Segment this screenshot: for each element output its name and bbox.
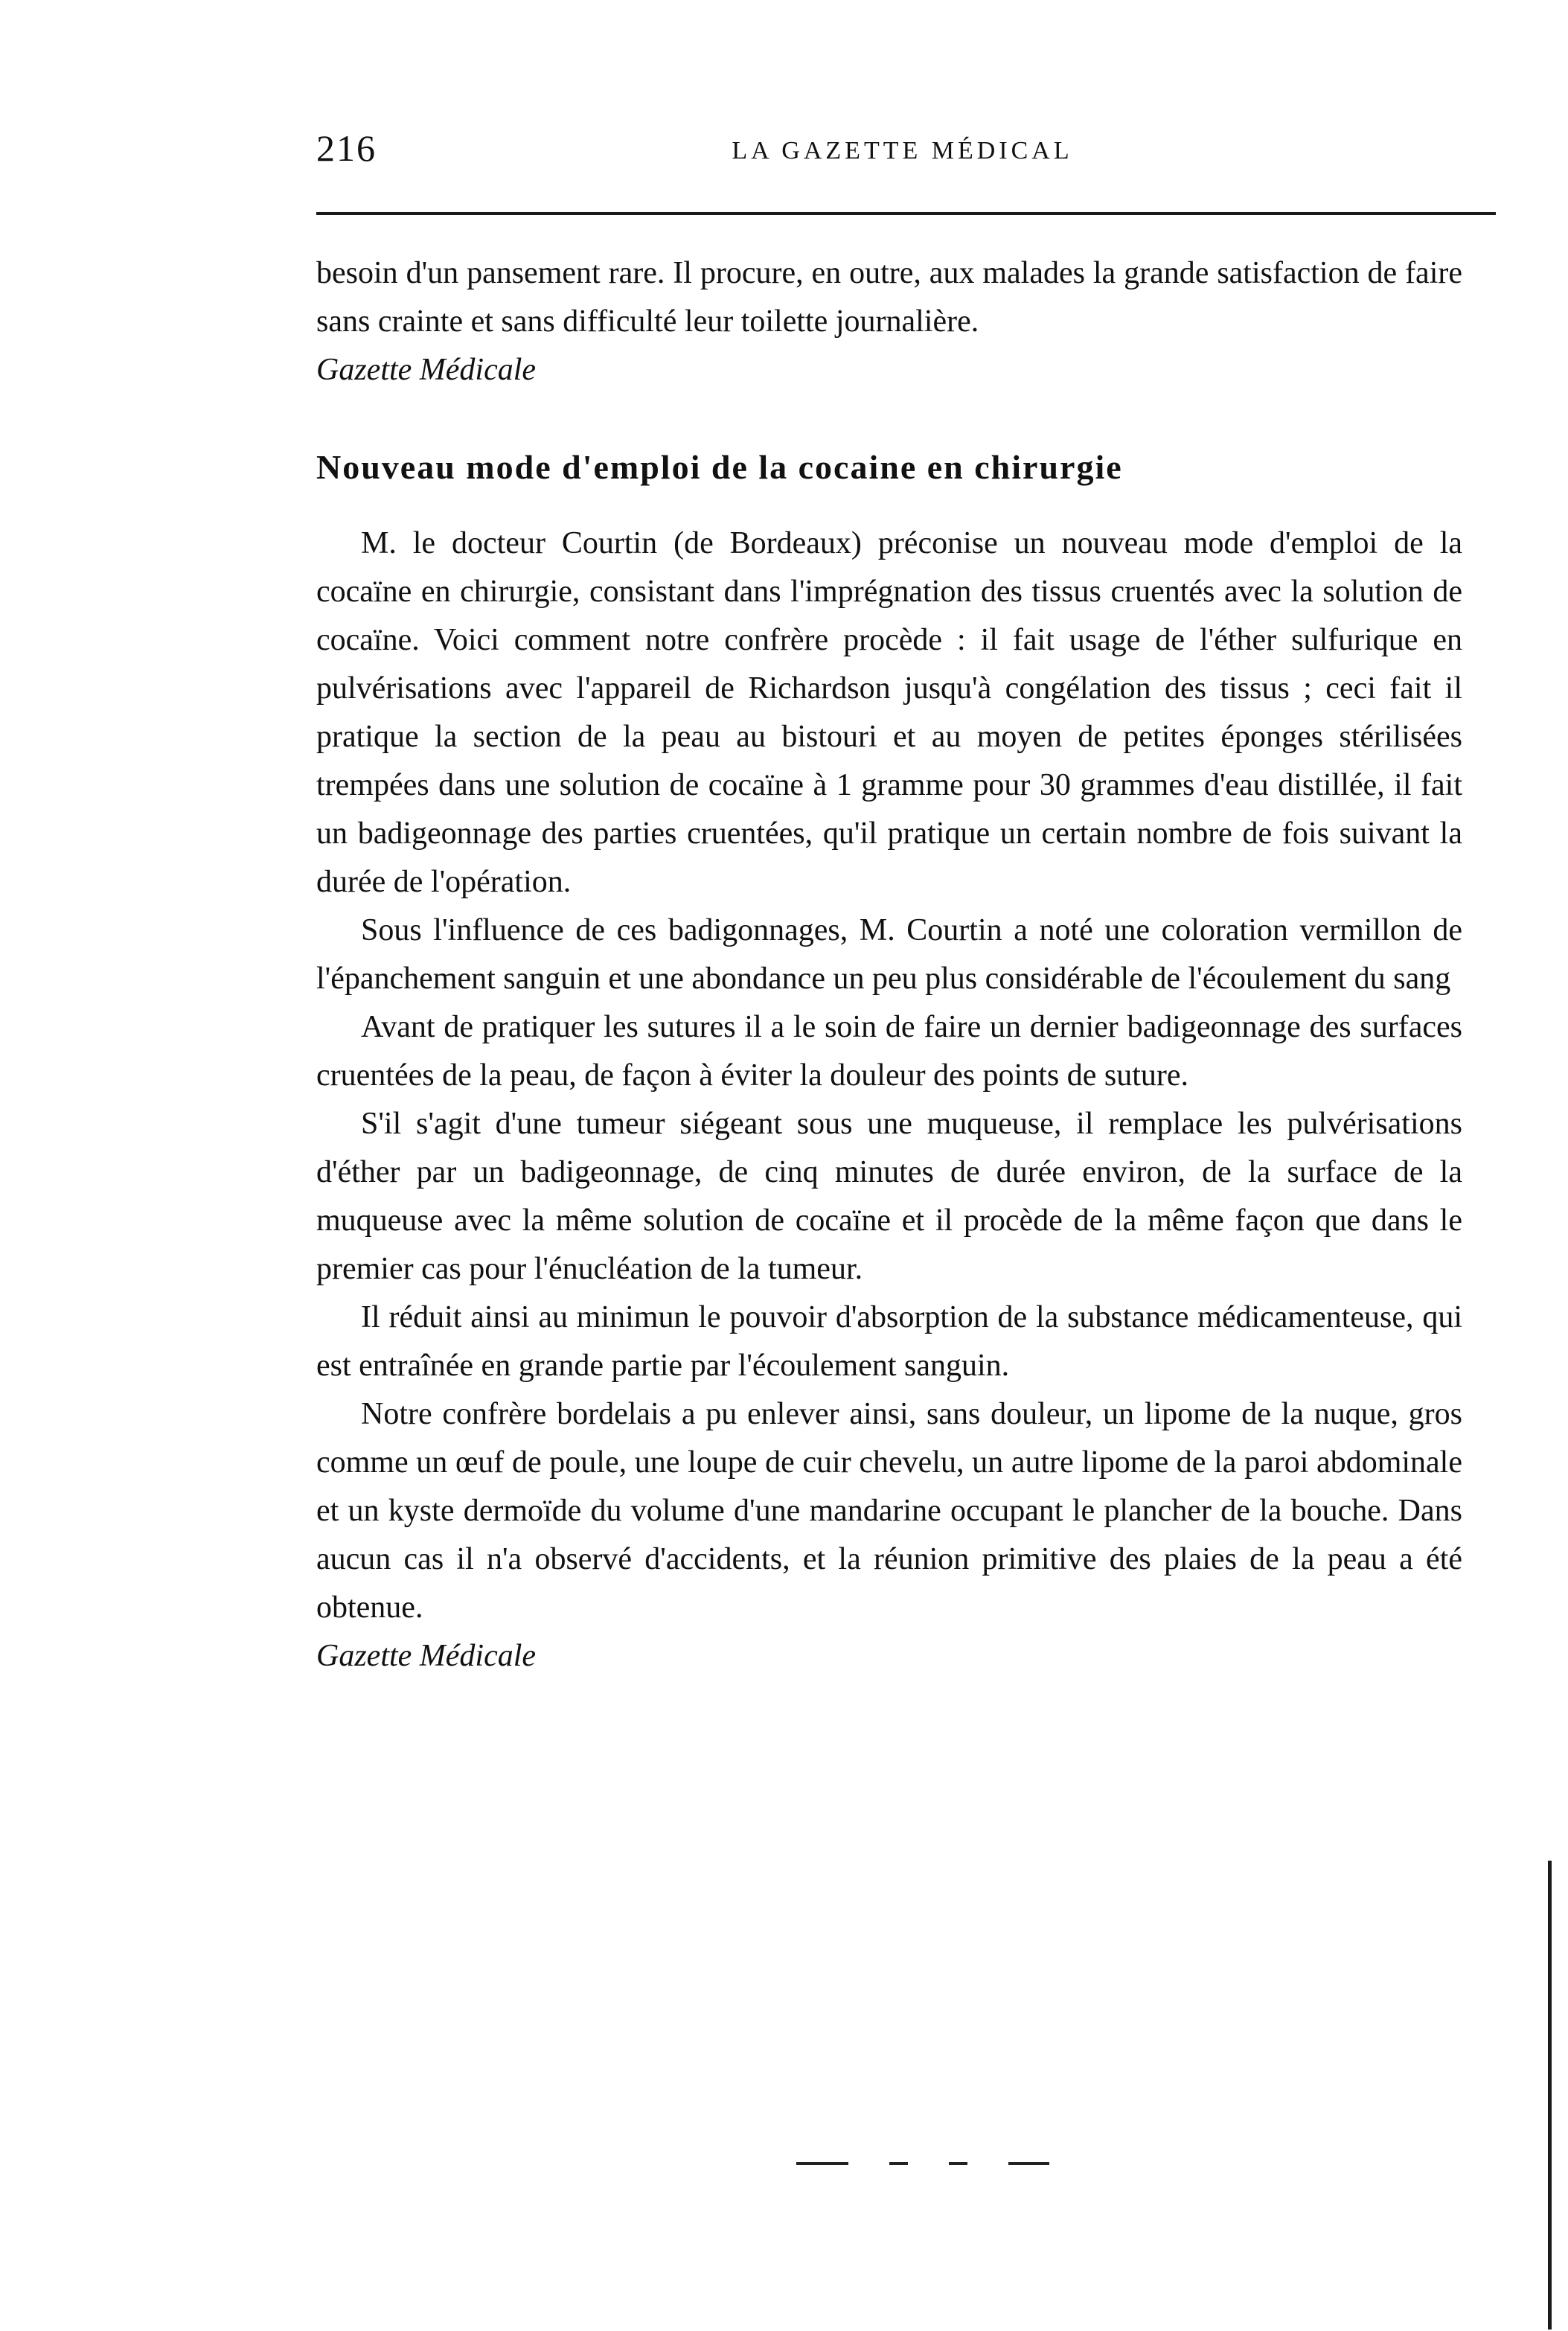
- paragraph-4: S'il s'agit d'une tumeur siégeant sous une muqueuse, il remplace les pulvérisations d'éther par un badigeonnage, de cinq minutes de durée environ, de la surface de la muqueuse avec la même solution de cocaïne et il procède de la même façon que dans le premier cas pour l'énucléation de la tumeur.: [316, 1107, 1462, 1286]
- article-title: Nouveau mode d'emploi de la cocaine en chirurgie: [316, 448, 1123, 486]
- header-rule: [316, 212, 1496, 215]
- paragraph-5: Il réduit ainsi au minimun le pouvoir d'absorption de la substance médicamenteuse, qui est entraînée en grande partie par l'écoulement sanguin.: [316, 1300, 1462, 1383]
- paragraph-2: Sous l'influence de ces badigonnages, M. Courtin a noté une coloration vermillon de l'épanchement sanguin et une abondance un peu plus considérable de l'écoulement du sang: [316, 913, 1462, 996]
- paragraph-3: Avant de pratiquer les sutures il a le soin de faire un dernier badigeonnage des surfaces cruentées de la peau, de façon à éviter la douleur des points de suture.: [316, 1010, 1462, 1093]
- source-attribution-2: Gazette Médicale: [316, 1639, 537, 1673]
- running-title: LA GAZETTE MÉDICAL: [732, 137, 1073, 164]
- page-edge-line: [1548, 1861, 1552, 2330]
- paragraph-1: M. le docteur Courtin (de Bordeaux) préconise un nouveau mode d'emploi de la cocaïne en chirurgie, consistant dans l'imprégnation des tissus cruentés avec la solution de cocaïne. Voici comment notre confrère procède : il fait usage de l'éther sulfurique en pulvérisations avec l'appareil de Richardson jusqu'à congélation des tissus ; ceci fait il pratique la section de la peau au bistouri et au moyen de petites éponges stérilisées trempées dans une solution de cocaïne à 1 gramme pour 30 grammes d'eau distillée, il fait un badigeonnage des parties cruentées, qu'il pratique un certain nombre de fois suivant la durée de l'opération.: [316, 526, 1462, 899]
- paragraph-6: Notre confrère bordelais a pu enlever ainsi, sans douleur, un lipome de la nuque, gros comme un œuf de poule, une loupe de cuir chevelu, un autre lipome de la paroi abdominale et un kyste dermoïde du volume d'une mandarine occupant le plancher de la bouche. Dans aucun cas il n'a observé d'accidents, et la réunion primitive des plaies de la peau a été obtenue.: [316, 1397, 1462, 1625]
- end-ornament: [796, 2162, 1049, 2167]
- source-attribution: Gazette Médicale: [316, 353, 537, 387]
- page-number: 216: [316, 127, 377, 169]
- paragraph-continuation: besoin d'un pansement rare. Il procure, en outre, aux malades la grande satisfaction de faire sans crainte et sans difficulté leur toilette journalière.: [316, 256, 1462, 339]
- article-body: [316, 249, 1462, 1681]
- page-header: [316, 127, 1488, 179]
